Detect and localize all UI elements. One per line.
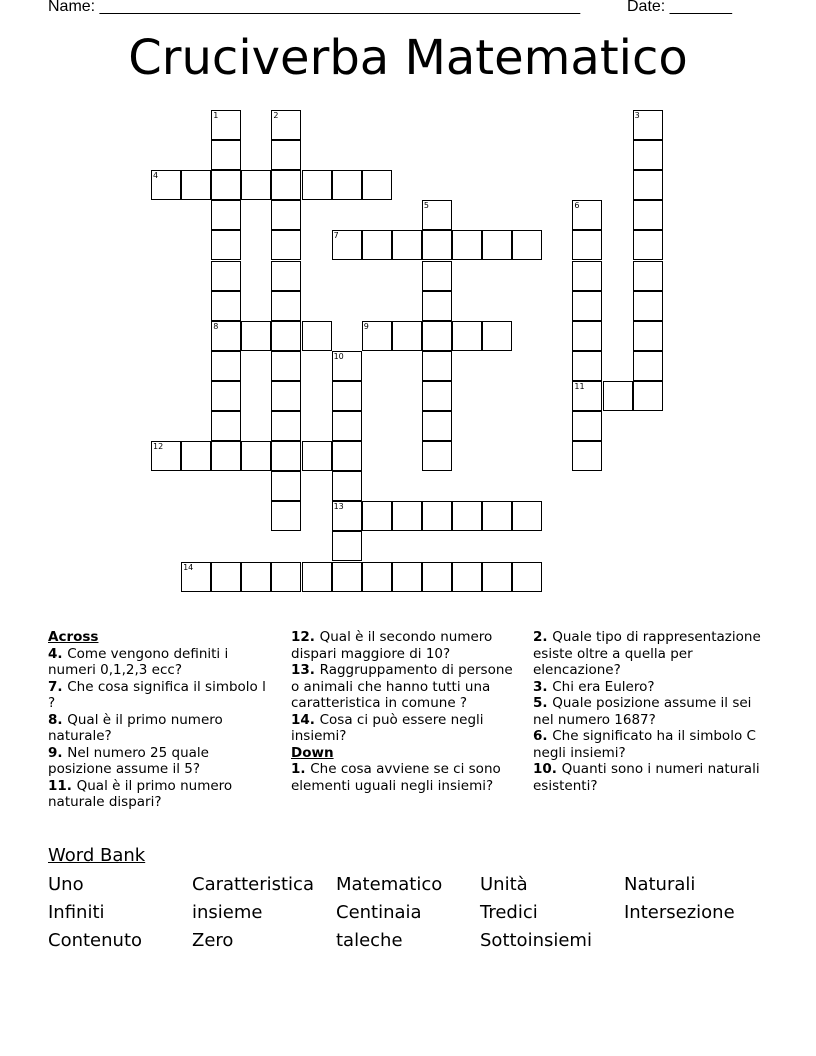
crossword-cell[interactable] [271, 140, 301, 170]
crossword-cell[interactable] [422, 501, 452, 531]
crossword-cell[interactable] [633, 140, 663, 170]
crossword-cell[interactable] [271, 261, 301, 291]
across-heading: Across [48, 629, 99, 645]
clue-number: 1. [291, 761, 311, 777]
word-bank-item: Uno [48, 874, 84, 895]
word-bank-item: Matematico [336, 874, 443, 895]
clue-number: 5 [423, 201, 429, 211]
clue-text: Quanti sono i numeri naturali esistenti? [533, 761, 760, 794]
crossword-cell[interactable] [211, 351, 241, 381]
crossword-cell[interactable] [633, 291, 663, 321]
clue-item [533, 761, 768, 794]
crossword-cell[interactable] [211, 291, 241, 321]
clues-column-1 [48, 629, 268, 811]
clue-number: 4 [153, 171, 159, 181]
crossword-cell[interactable] [271, 501, 301, 531]
crossword-cell[interactable] [211, 562, 241, 592]
crossword-cell[interactable] [241, 321, 271, 351]
clue-text: Che significato ha il simbolo C negli insiemi? [533, 728, 756, 761]
crossword-cell[interactable] [332, 562, 362, 592]
crossword-cell[interactable] [271, 110, 301, 140]
down-heading: Down [291, 744, 334, 761]
crossword-cell[interactable] [332, 531, 362, 561]
crossword-cell[interactable] [392, 321, 422, 351]
crossword-cell[interactable] [422, 321, 452, 351]
crossword-cell[interactable] [181, 441, 211, 471]
word-bank-item: Contenuto [48, 930, 143, 951]
clue-item [48, 679, 268, 712]
clue-number: 5. [533, 695, 553, 711]
clue-number: 9 [363, 321, 369, 331]
crossword-cell[interactable] [422, 562, 452, 592]
crossword-cell[interactable] [392, 562, 422, 592]
crossword-cell[interactable] [211, 321, 241, 351]
word-bank-item: Caratteristica [192, 874, 314, 895]
date-field: Date: _______ [627, 0, 732, 15]
crossword-cell[interactable] [332, 230, 362, 260]
clue-number: 2. [533, 629, 553, 645]
crossword-cell[interactable] [211, 230, 241, 260]
clue-item [48, 646, 268, 679]
crossword-cell[interactable] [422, 230, 452, 260]
crossword-cell[interactable] [271, 291, 301, 321]
crossword-cell[interactable] [452, 501, 482, 531]
clue-number: 12. [291, 629, 320, 645]
crossword-cell[interactable] [241, 441, 271, 471]
crossword-cell[interactable] [572, 381, 602, 411]
clue-item [291, 662, 516, 712]
crossword-cell[interactable] [422, 381, 452, 411]
crossword-cell[interactable] [271, 562, 301, 592]
crossword-cell[interactable] [271, 321, 301, 351]
crossword-cell[interactable] [362, 562, 392, 592]
crossword-cell[interactable] [332, 170, 362, 200]
word-bank-item: insieme [192, 902, 263, 923]
clue-text: Nel numero 25 quale posizione assume il 5? [48, 744, 209, 777]
clue-number: 2 [273, 111, 279, 120]
clue-number: 14. [291, 711, 320, 728]
word-bank-item: Zero [192, 930, 234, 951]
crossword-cell[interactable] [482, 321, 512, 351]
crossword-cell[interactable] [633, 381, 663, 411]
crossword-cell[interactable] [633, 200, 663, 230]
crossword-cell[interactable] [181, 170, 211, 200]
crossword-cell[interactable] [302, 321, 332, 351]
crossword-cell[interactable] [151, 441, 181, 471]
crossword-cell[interactable] [512, 230, 542, 260]
crossword-cell[interactable] [271, 471, 301, 501]
crossword-cell[interactable] [633, 321, 663, 351]
crossword-cell[interactable] [603, 381, 633, 411]
crossword-cell[interactable] [422, 441, 452, 471]
crossword-cell[interactable] [332, 381, 362, 411]
crossword-cell[interactable] [572, 291, 602, 321]
crossword-cell[interactable] [332, 501, 362, 531]
crossword-cell[interactable] [332, 411, 362, 441]
clue-number: 12 [153, 442, 164, 452]
clue-number: 4. [48, 645, 68, 662]
crossword-cell[interactable] [633, 170, 663, 200]
clue-number: 6 [574, 201, 580, 211]
clue-number: 10. [533, 761, 562, 777]
clue-number: 6. [533, 728, 553, 744]
clue-number: 13 [333, 502, 344, 512]
clue-number: 8. [48, 711, 68, 728]
crossword-cell[interactable] [362, 501, 392, 531]
crossword-cell[interactable] [211, 261, 241, 291]
name-field: Name: ______________________________________________________ [48, 0, 581, 15]
crossword-cell[interactable] [211, 411, 241, 441]
crossword-cell[interactable] [241, 170, 271, 200]
clue-item [533, 728, 768, 761]
crossword-cell[interactable] [211, 441, 241, 471]
clue-number: 11. [48, 777, 77, 794]
word-bank-item: Infiniti [48, 902, 105, 923]
crossword-cell[interactable] [271, 170, 301, 200]
crossword-cell[interactable] [482, 230, 512, 260]
clue-number: 3. [533, 678, 553, 695]
crossword-cell[interactable] [332, 441, 362, 471]
crossword-cell[interactable] [271, 351, 301, 381]
crossword-cell[interactable] [452, 230, 482, 260]
clue-text: Qual è il secondo numero dispari maggiore di 10? [291, 629, 493, 662]
clue-number: 3 [634, 111, 640, 120]
clue-text: Come vengono definiti i numeri 0,1,2,3 ecc? [48, 645, 229, 678]
crossword-cell[interactable] [362, 230, 392, 260]
crossword-cell[interactable] [482, 501, 512, 531]
crossword-cell[interactable] [633, 351, 663, 381]
clue-number: 8 [213, 321, 219, 331]
crossword-cell[interactable] [572, 230, 602, 260]
crossword-cell[interactable] [181, 562, 211, 592]
crossword-cell[interactable] [271, 200, 301, 230]
crossword-cell[interactable] [211, 110, 241, 140]
crossword-cell[interactable] [211, 170, 241, 200]
crossword-cell[interactable] [633, 230, 663, 260]
clue-number: 9. [48, 744, 68, 761]
clue-text: Che cosa significa il simbolo l ? [48, 678, 266, 711]
crossword-cell[interactable] [332, 471, 362, 501]
crossword-cell[interactable] [422, 411, 452, 441]
word-bank-item: Sottoinsiemi [480, 930, 592, 951]
clue-item [291, 761, 516, 794]
crossword-cell[interactable] [633, 261, 663, 291]
crossword-cell[interactable] [211, 140, 241, 170]
word-bank-item: Tredici [480, 902, 538, 923]
clue-item [533, 679, 768, 696]
clue-item [48, 778, 268, 811]
crossword-cell[interactable] [302, 170, 332, 200]
crossword-cell[interactable] [362, 170, 392, 200]
crossword-cell[interactable] [572, 321, 602, 351]
clues-column-3 [533, 629, 768, 794]
crossword-cell[interactable] [271, 441, 301, 471]
crossword-cell[interactable] [271, 411, 301, 441]
clue-text: Quale posizione assume il sei nel numero 1687? [533, 695, 752, 728]
crossword-cell[interactable] [572, 261, 602, 291]
crossword-cell[interactable] [512, 501, 542, 531]
clues-column-2 [291, 629, 516, 794]
crossword-cell[interactable] [452, 562, 482, 592]
clue-text: Qual è il primo numero naturale dispari? [48, 777, 233, 810]
clue-number: 1 [213, 111, 219, 120]
clue-number: 14 [183, 562, 194, 572]
clue-text: Cosa ci può essere negli insiemi? [291, 711, 484, 744]
crossword-cell[interactable] [302, 562, 332, 592]
clue-text: Qual è il primo numero naturale? [48, 711, 223, 744]
clue-number: 13. [291, 662, 320, 678]
clue-text: Quale tipo di rappresentazione esiste oltre a quella per elencazione? [533, 629, 761, 678]
clue-item [533, 695, 768, 728]
clue-item [533, 629, 768, 679]
crossword-cell[interactable] [271, 381, 301, 411]
word-bank-item: Naturali [624, 874, 696, 895]
crossword-cell[interactable] [422, 291, 452, 321]
clue-text: Che cosa avviene se ci sono elementi uguali negli insiemi? [291, 761, 501, 794]
clue-number: 7. [48, 678, 68, 695]
clue-item [291, 712, 516, 745]
crossword-cell[interactable] [422, 261, 452, 291]
clue-item [291, 629, 516, 662]
clue-text: Raggruppamento di persone o animali che hanno tutti una caratteristica in comune ? [291, 662, 513, 711]
crossword-cell[interactable] [422, 351, 452, 381]
crossword-cell[interactable] [362, 321, 392, 351]
crossword-cell[interactable] [452, 321, 482, 351]
clue-number: 7 [333, 231, 339, 241]
clue-text: Chi era Eulero? [552, 678, 655, 695]
crossword-cell[interactable] [392, 501, 422, 531]
crossword-cell[interactable] [332, 351, 362, 381]
crossword-cell[interactable] [241, 562, 271, 592]
clue-number: 11 [574, 381, 585, 391]
crossword-cell[interactable] [482, 562, 512, 592]
clue-number: 10 [333, 351, 344, 361]
word-bank-item: Unità [480, 874, 528, 895]
crossword-cell[interactable] [572, 441, 602, 471]
crossword-cell[interactable] [633, 110, 663, 140]
crossword-cell[interactable] [211, 200, 241, 230]
word-bank-item: Centinaia [336, 902, 422, 923]
crossword-cell[interactable] [151, 170, 181, 200]
crossword-cell[interactable] [271, 230, 301, 260]
crossword-cell[interactable] [572, 411, 602, 441]
word-bank-item: Intersezione [624, 902, 735, 923]
page-title: Cruciverba Matematico [128, 30, 688, 86]
crossword-cell[interactable] [512, 562, 542, 592]
crossword-cell[interactable] [211, 381, 241, 411]
clue-item [48, 712, 268, 745]
crossword-cell[interactable] [392, 230, 422, 260]
crossword-cell[interactable] [422, 200, 452, 230]
crossword-cell[interactable] [572, 351, 602, 381]
crossword-cell[interactable] [572, 200, 602, 230]
word-bank-title: Word Bank [48, 845, 146, 866]
crossword-cell[interactable] [302, 441, 332, 471]
clue-item [48, 745, 268, 778]
word-bank-item: taleche [336, 930, 403, 951]
